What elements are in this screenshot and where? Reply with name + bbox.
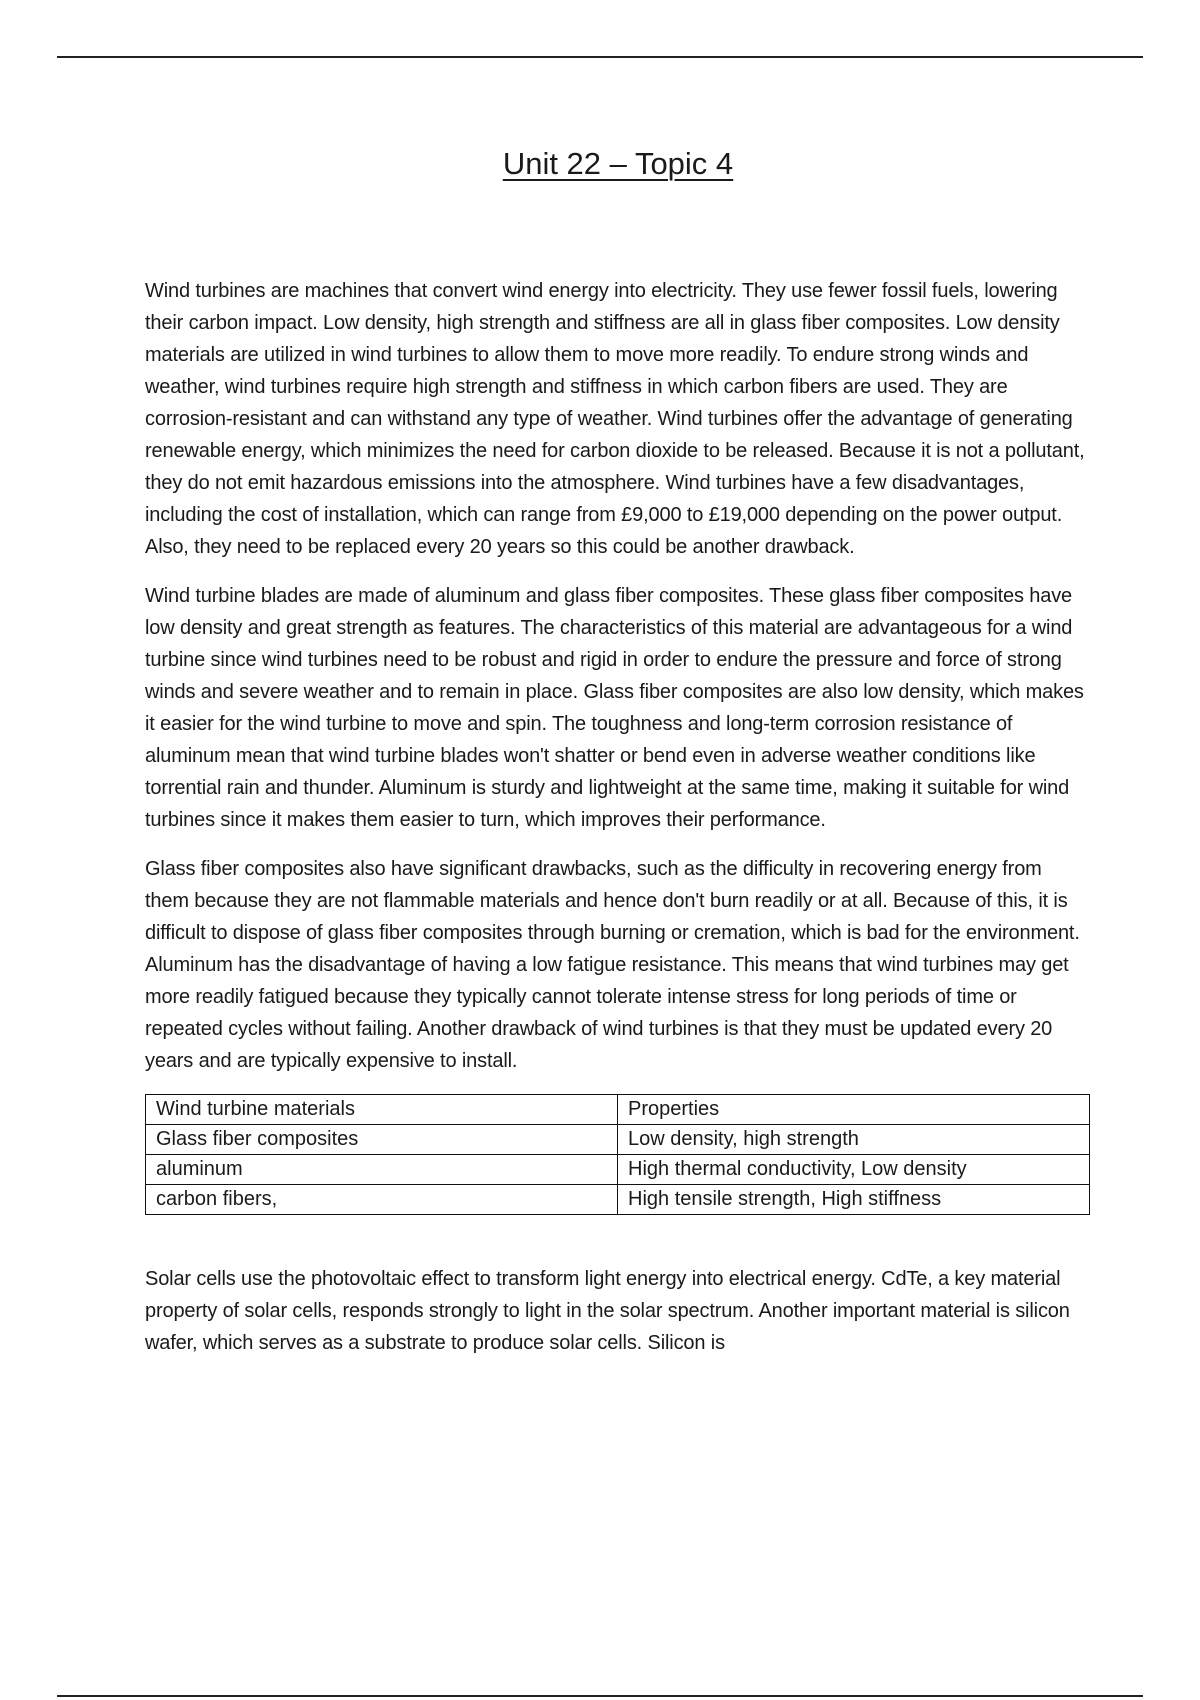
paragraph-solar-cells: Solar cells use the photovoltaic effect to transform light energy into electrical energy. CdTe, a key material property of solar cells, responds strongly to light in the solar spectrum. Another important material is silicon wafer, which serves as a substrate to produce solar cells. Silicon is: [145, 1268, 1070, 1354]
paragraph-drawbacks: Glass fiber composites also have significant drawbacks, such as the difficulty in recovering energy from them because they are not flammable materials and hence don't burn readily or at all. Because of this, it is difficult to dispose of glass fiber composites through burning or cremation, which is bad for the environment. Aluminum has the disadvantage of having a low fatigue resistance. This means that wind turbines may get more readily fatigued because they typically cannot tolerate intense stress for long periods of time or repeated cycles without failing. Another drawback of wind turbines is that they must be updated every 20 years and are typically expensive to install.: [145, 858, 1080, 1072]
table-cell-properties: High tensile strength, High stiffness: [618, 1185, 1090, 1215]
document-body: [145, 275, 1090, 1376]
table-row: [146, 1125, 1090, 1155]
table-cell-material: Glass fiber composites: [146, 1125, 618, 1155]
table-header-cell: Properties: [618, 1095, 1090, 1125]
table-header-row: [146, 1095, 1090, 1125]
paragraph-blade-materials: Wind turbine blades are made of aluminum and glass fiber composites. These glass fiber composites have low density and great strength as features. The characteristics of this material are advantageous for a wind turbine since wind turbines need to be robust and rigid in order to endure the pressure and force of strong winds and severe weather and to remain in place. Glass fiber composites are also low density, which makes it easier for the wind turbine to move and spin. The toughness and long-term corrosion resistance of aluminum mean that wind turbine blades won't shatter or bend even in adverse weather conditions like torrential rain and thunder. Aluminum is sturdy and lightweight at the same time, making it suitable for wind turbines since it makes them easier to turn, which improves their performance.: [145, 585, 1084, 831]
header-rule: [57, 56, 1143, 58]
materials-table: [145, 1094, 1090, 1215]
table-cell-material: aluminum: [146, 1155, 618, 1185]
table-cell-material: carbon fibers,: [146, 1185, 618, 1215]
table-header-cell: Wind turbine materials: [146, 1095, 618, 1125]
page-title: Unit 22 – Topic 4: [502, 146, 734, 181]
footer-rule: [57, 1695, 1143, 1697]
table-cell-properties: Low density, high strength: [618, 1125, 1090, 1155]
table-cell-properties: High thermal conductivity, Low density: [618, 1155, 1090, 1185]
paragraph-wind-turbines-overview: Wind turbines are machines that convert wind energy into electricity. They use fewer fossil fuels, lowering their carbon impact. Low density, high strength and stiffness are all in glass fiber composites. Low density materials are utilized in wind turbines to allow them to move more readily. To endure strong winds and weather, wind turbines require high strength and stiffness in which carbon fibers are used. They are corrosion-resistant and can withstand any type of weather. Wind turbines offer the advantage of generating renewable energy, which minimizes the need for carbon dioxide to be released. Because it is not a pollutant, they do not emit hazardous emissions into the atmosphere. Wind turbines have a few disadvantages, including the cost of installation, which can range from £9,000 to £19,000 depending on the power output. Also, they need to be replaced every 20 years so this could be another drawback.: [145, 280, 1085, 558]
table-row: [146, 1185, 1090, 1215]
table-row: [146, 1155, 1090, 1185]
